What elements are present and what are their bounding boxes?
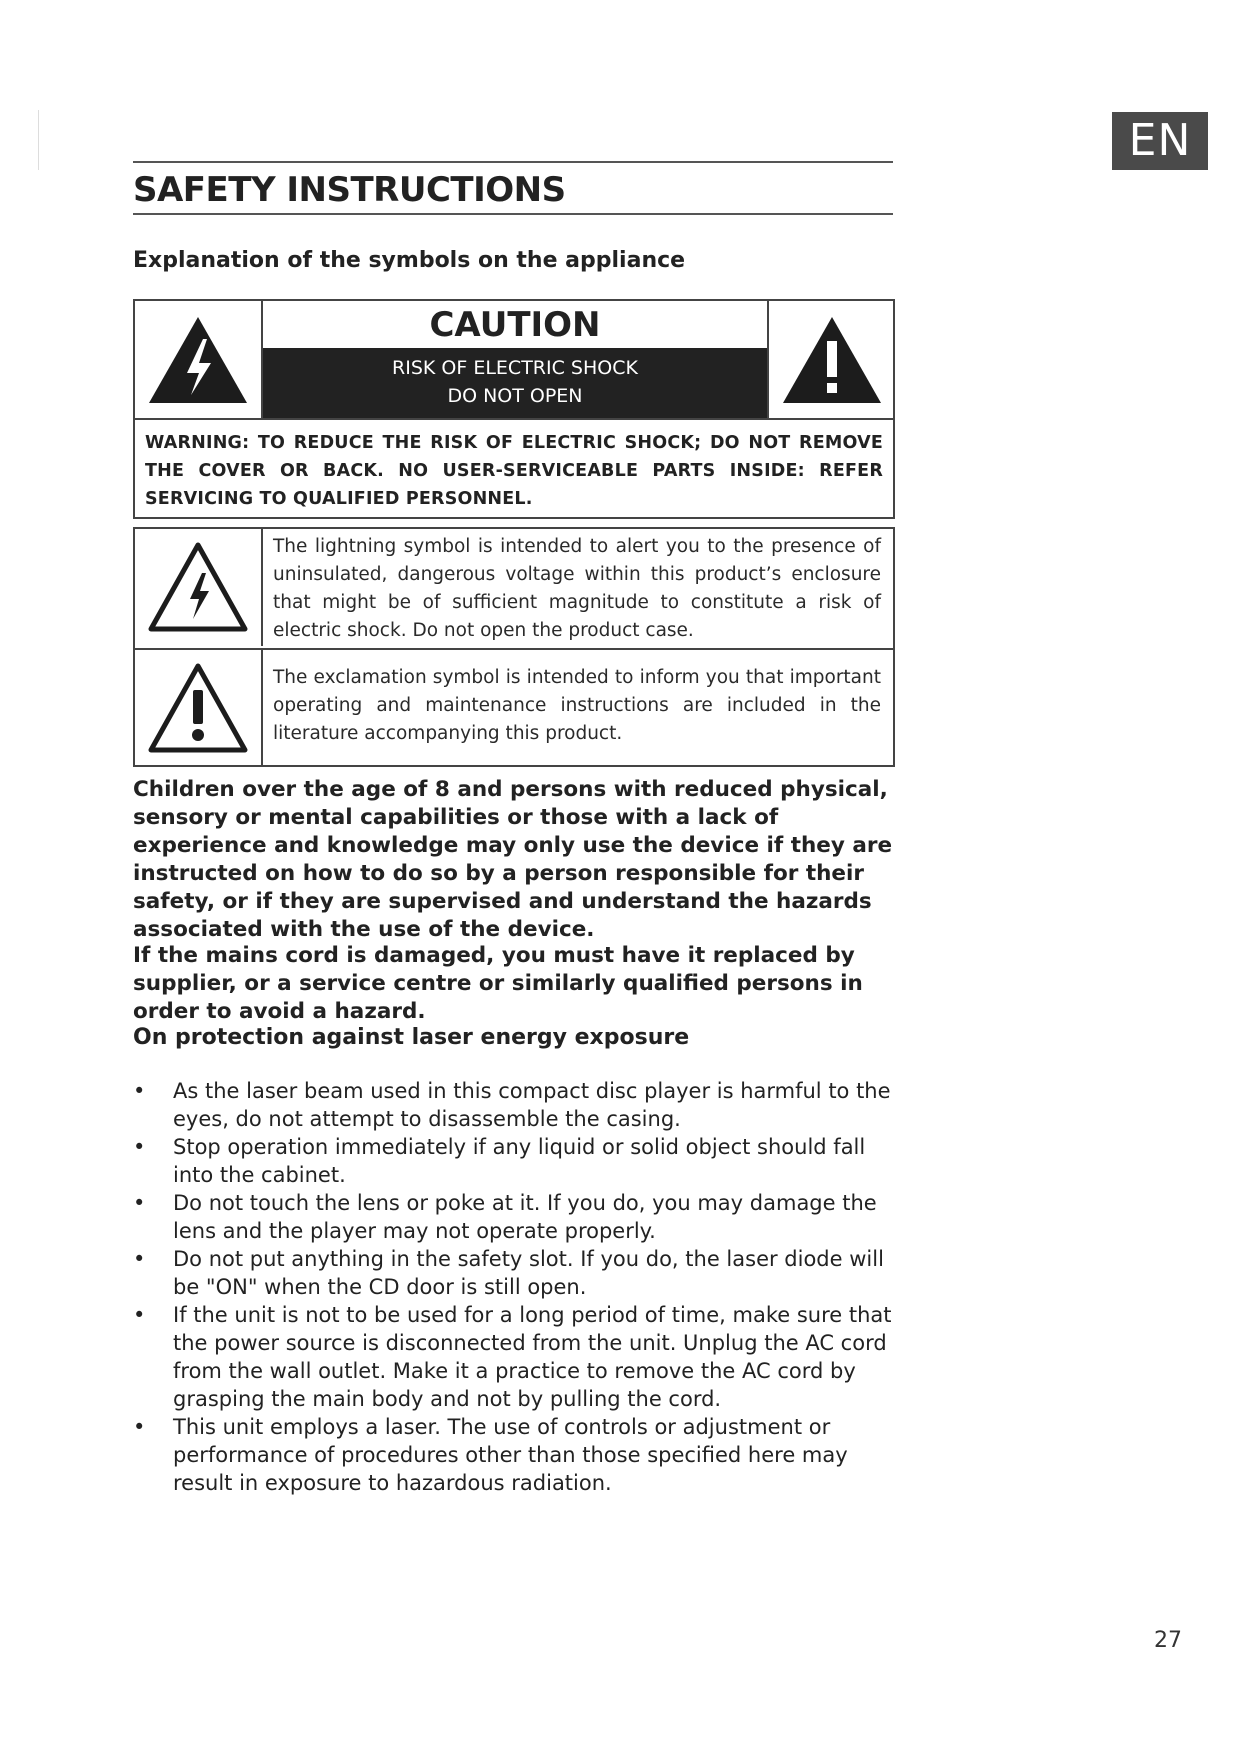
caution-line-1: RISK OF ELECTRIC SHOCK [392, 357, 638, 379]
symbols-heading: Explanation of the symbols on the appliance [133, 248, 686, 273]
caution-line-2: DO NOT OPEN [447, 385, 583, 407]
caution-lightning-cell [135, 301, 263, 418]
lightning-solid-triangle-icon [147, 315, 249, 405]
page-number: 27 [1154, 1628, 1182, 1653]
list-item: • Stop operation immediately if any liquid or solid object should fall into the cabinet. [133, 1135, 866, 1187]
list-item: • Do not put anything in the safety slot. If you do, the laser diode will be "ON" when the CD door is still open. [133, 1247, 884, 1299]
title-top-rule [133, 161, 893, 163]
list-item: • If the unit is not to be used for a long period of time, make sure that the power source is disconnected from the unit. Unplug the AC cord from the wall outlet. Make it a practice to remove the AC cord by grasping the main body and not by pulling the cord. [133, 1303, 892, 1411]
exclamation-solid-triangle-icon [781, 315, 883, 405]
caution-word: CAUTION [429, 305, 601, 345]
caution-warning-text: WARNING: TO REDUCE THE RISK OF ELECTRIC SHOCK; DO NOT REMOVE THE COVER OR BACK. NO USER-SERVICEABLE PARTS INSIDE: REFER SERVICING TO QUALIFIED PERSONNEL. [145, 433, 883, 509]
caution-label-box [133, 299, 895, 519]
exclamation-triangle-icon [145, 660, 251, 756]
symbol-row-lightning [135, 529, 893, 646]
caution-exclamation-cell [767, 301, 895, 418]
list-item: • Do not touch the lens or poke at it. If you do, you may damage the lens and the player may not operate properly. [133, 1191, 877, 1243]
language-badge: EN [1112, 112, 1208, 170]
symbol-row-exclamation [135, 648, 893, 767]
children-paragraph: Children over the age of 8 and persons with reduced physical, sensory or mental capabilities or those with a lack of experience and knowledge may only use the device if they are instructed on how to do so by a person responsible for their safety, or if they are supervised and understand the hazards associated with the use of the device. [133, 777, 893, 942]
lightning-triangle-icon [145, 539, 251, 635]
symbols-table [133, 527, 895, 767]
mains-cord-paragraph: If the mains cord is damaged, you must have it replaced by supplier, or a service centre or similarly qualified persons in order to avoid a hazard. [133, 943, 863, 1024]
list-item: • This unit employs a laser. The use of controls or adjustment or performance of procedures other than those specified here may result in exposure to hazardous radiation. [133, 1415, 848, 1495]
page-edge-mark [38, 110, 39, 170]
caution-band [263, 348, 767, 418]
symbol-icon-cell [135, 650, 263, 767]
caution-divider [135, 418, 893, 420]
symbol-text-exclamation: The exclamation symbol is intended to inform you that important operating and maintenance instructions are included in the literature accompanying this product. [273, 667, 881, 744]
list-item: • As the laser beam used in this compact disc player is harmful to the eyes, do not attempt to disassemble the casing. [133, 1079, 891, 1131]
laser-heading: On protection against laser energy exposure [133, 1025, 690, 1050]
symbol-text-lightning: The lightning symbol is intended to alert you to the presence of uninsulated, dangerous voltage within this product’s enclosure that might be of sufficient magnitude to constitute a risk of electric shock. Do not open the product case. [273, 536, 881, 641]
page-title: SAFETY INSTRUCTIONS [133, 170, 566, 210]
laser-bullet-list [133, 1077, 893, 1497]
caution-center [263, 301, 767, 418]
title-bottom-rule [133, 213, 893, 215]
symbol-icon-cell [135, 529, 263, 646]
